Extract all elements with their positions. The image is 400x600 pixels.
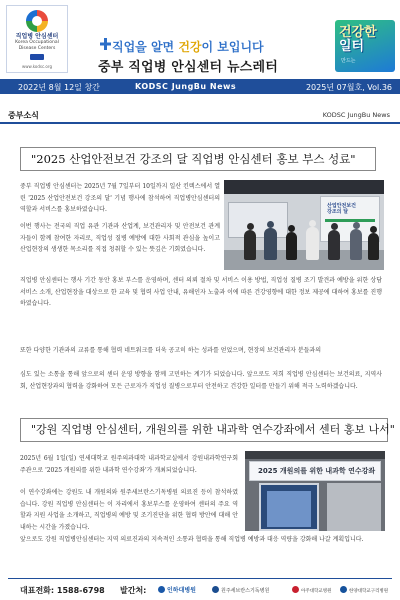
photo-booth — [228, 202, 288, 238]
article2-paragraph-2: 이 연수강좌에는 강원도 내 개원의와 원주세브란스기독병원 의료진 등이 참석하였습니다. 강원 직업병 안심센터는 이 자리에서 홍보부스를 운영하여 센터의 주요 역할과 지원 사업을 소개하고, 직업병의 예방 및 조기진단을 위한 협력 방안에 대해 안내하는 시간을 가졌습니다. — [20, 489, 238, 531]
photo-banner — [249, 461, 381, 481]
photo-door-glass — [267, 491, 311, 527]
masthead — [0, 0, 400, 78]
issue-info-bar — [0, 79, 400, 94]
footer-publisher-label: 발간처: — [120, 586, 147, 595]
section-tag: 중부소식 — [8, 111, 39, 120]
org-name: 한양대학교구리병원 — [349, 589, 389, 594]
photo-banner-text: 2025 개원의를 위한 내과학 연수강좌 — [258, 467, 376, 475]
footer-divider — [8, 578, 392, 579]
hanyang-logo-icon — [340, 586, 347, 593]
org-name: 인하대병원 — [167, 587, 196, 594]
logo-subtitle: Korea Occupational Disease Centers — [15, 40, 59, 51]
logo-url: www.kodsc.org — [22, 64, 52, 69]
logo-emblem-icon — [26, 10, 48, 32]
article1-headline: "2025 산업안전보건 강조의 달 직업병 안심센터 홍보 부스 성료" — [20, 147, 376, 171]
photo-person — [306, 227, 319, 260]
newsletter-slogan — [112, 38, 264, 55]
article1-paragraph-5: 심도 있는 소통을 통해 앞으로의 센터 운영 방향을 함께 고민하는 계기가 되었습니다. 앞으로도 저희 직업병 안심센터는 보건의료, 지역사회, 산업현장과의 협력을 강화하여 모든 근로자가 직업성 질병으로부터 안전하고 건강한 일터를 만들기 위해 적극 노력하겠습니다. — [20, 371, 382, 390]
article1-paragraph-4: 또한 다양한 기관과의 교류를 통해 협력 네트워크를 더욱 공고히 하는 성과를 얻었으며, 현장의 보건관리자 분들과의 — [20, 347, 322, 354]
section-header — [0, 110, 400, 124]
slogan-mark-icon — [100, 38, 111, 50]
photo-door — [259, 483, 319, 531]
footer-phone: 대표전화: 1588-6798 — [20, 586, 105, 595]
photo-side-wall — [327, 483, 381, 531]
section-publication-name: KODSC JungBu News — [322, 111, 390, 119]
photo-wall-text: 산업안전보건 강조의 달 — [327, 203, 356, 215]
footer — [0, 580, 400, 600]
center-logo — [6, 5, 68, 73]
org-name: 아주대학교병원 — [301, 589, 332, 594]
newsletter-title: 중부 직업병 안심센터 뉴스레터 — [98, 60, 279, 75]
lecture-banner-photo — [245, 451, 385, 531]
banner-sub: 만드는 — [341, 58, 356, 64]
founded-date: 2022년 8월 12일 창간 — [18, 83, 100, 92]
ajou-logo-icon — [292, 586, 299, 593]
article2-paragraph-3: 앞으로도 강원 직업병안심센터는 지역 의료진과의 지속적인 소통과 협력을 통해 직업병 예방과 대응 역량을 강화해 나갈 계획입니다. — [20, 536, 364, 543]
campaign-banner — [335, 20, 395, 72]
photo-person — [264, 228, 277, 260]
slogan-part2: 이 보입니다 — [201, 40, 264, 54]
org-name: 원주세브란스기독병원 — [221, 588, 270, 594]
article1-paragraph-2: 이번 행사는 전국의 직업 유관 기관과 산업계, 보건관리자 및 안전보건 관계자들이 함께 참여한 자리로, 직업성 질병 예방에 대한 사회적 관심을 높이고 산업현장의 생생한 목소리를 직접 청취할 수 있는 뜻깊은 기회였습니다. — [20, 223, 220, 253]
article2-headline: "강원 직업병 안심센터, 개원의를 위한 내과학 연수강좌에서 센터 홍보 나서" — [20, 418, 388, 442]
inha-logo-icon — [158, 586, 165, 593]
footer-org-wonju — [212, 586, 269, 594]
footer-org-inha — [158, 585, 196, 594]
wonju-logo-icon — [212, 586, 219, 593]
footer-org-ajou — [292, 586, 331, 594]
slogan-emphasis: 건강 — [178, 40, 202, 54]
publication-name: KODSC JungBu News — [135, 82, 237, 91]
footer-org-hanyang — [340, 586, 388, 594]
article2-paragraph-1: 2025년 6월 1일(일) 연세대학교 원주의과대학 내과학교실에서 강원내과학연구회 주관으로 '2025 개원의를 위한 내과학 연수강좌'가 개최되었습니다. — [20, 455, 238, 474]
photo-ceiling — [245, 451, 385, 459]
booth-photo — [224, 180, 384, 270]
photo-person — [244, 230, 256, 260]
photo-ceiling — [224, 180, 384, 194]
slogan-part1: 직업을 알면 — [112, 40, 179, 54]
logo-badge-icon — [30, 54, 44, 60]
photo-person — [350, 229, 362, 260]
banner-line2: 일터 — [339, 39, 365, 54]
article1-paragraph-3: 직업병 안심센터는 행사 기간 동안 홍보 부스를 운영하며, 센터 의뢰 절차 및 서비스 이용 방법, 직업성 질병 조기 발견과 예방을 위한 상담 서비스 소개, 산업현장을 대상으로 한 교육 및 협력 사업 안내, 유해인자 노출과 이에 따른 건강영향에 대한 정보 제공에 대하여 홍보를 진행하였습니다. — [20, 277, 382, 307]
banner-line1: 건강한 — [339, 25, 377, 40]
issue-number: 2025년 07월호, Vol.36 — [305, 83, 392, 92]
photo-person — [286, 232, 297, 260]
article1-paragraph-1: 중부 직업병 안심센터는 2025년 7월 7일부터 10일까지 일산 킨텍스에서 열린 '2025 산업안전보건 강조의 달' 기념 행사에 참석하여 직업병안심센터의 역할과 서비스를 홍보하였습니다. — [20, 183, 220, 213]
photo-wall-stripe — [325, 219, 375, 222]
photo-person — [368, 233, 379, 260]
logo-title: 직업병 안심센터 — [15, 33, 59, 40]
photo-person — [328, 230, 340, 260]
